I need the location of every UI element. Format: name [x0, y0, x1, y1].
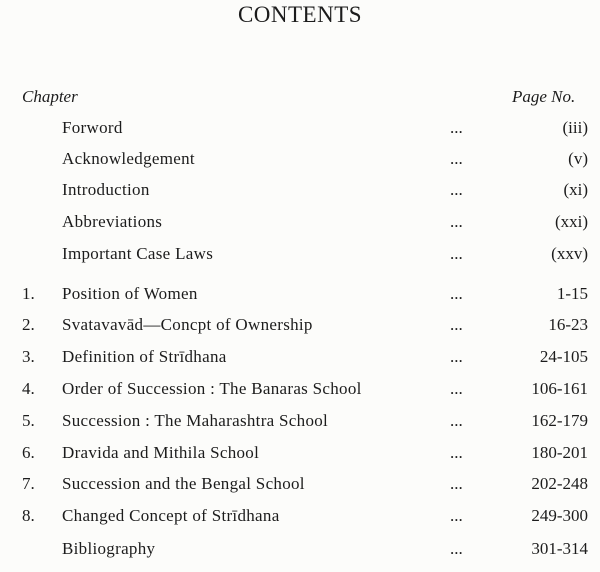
page-range: (xxv): [551, 244, 588, 263]
page-range: (v): [568, 149, 588, 168]
page-range: 162-179: [531, 411, 588, 430]
page-range: 249-300: [531, 506, 588, 525]
toc-entry: [0, 244, 600, 268]
leader-dots: ...: [450, 315, 463, 334]
leader-dots: ...: [450, 212, 463, 231]
page-range: 301-314: [531, 539, 588, 558]
chapter-number: 8.: [22, 506, 35, 525]
chapter-title: Changed Concept of Strīdhana: [62, 506, 280, 525]
chapter-title: Important Case Laws: [62, 244, 214, 263]
toc-entry: [0, 180, 600, 204]
leader-dots: ...: [450, 379, 463, 398]
page-range: 180-201: [531, 443, 588, 462]
chapter-title: Svatavavād—Concpt of Ownership: [62, 315, 313, 334]
chapter-title: Introduction: [62, 180, 150, 199]
chapter-number: 6.: [22, 443, 35, 462]
page-title: CONTENTS: [237, 2, 363, 27]
leader-dots: ...: [450, 284, 463, 303]
page-range: (xxi): [554, 212, 588, 231]
toc-entry: [0, 411, 600, 435]
leader-dots: ...: [450, 244, 463, 263]
toc-entry: [0, 379, 600, 403]
leader-dots: ...: [450, 347, 463, 366]
chapter-number: 3.: [22, 347, 35, 366]
leader-dots: ...: [450, 539, 463, 558]
leader-dots: ...: [450, 180, 463, 199]
leader-dots: ...: [450, 118, 463, 137]
page-range: (iii): [562, 118, 588, 137]
toc-entry: [0, 539, 600, 563]
page-range: 1-15: [556, 284, 588, 303]
toc-entry: [0, 347, 600, 371]
toc-entry: [0, 315, 600, 339]
page-range: 16-23: [548, 315, 588, 334]
toc-entry: [0, 474, 600, 498]
toc-entry: [0, 149, 600, 173]
toc-entry: [0, 284, 600, 308]
chapter-title: Position of Women: [62, 284, 198, 303]
leader-dots: ...: [450, 411, 463, 430]
leader-dots: ...: [450, 474, 463, 493]
toc-entry: [0, 212, 600, 236]
chapter-title: Acknowledgement: [62, 149, 195, 168]
page-range: 24-105: [539, 347, 588, 366]
chapter-title: Definition of Strīdhana: [62, 347, 227, 366]
chapter-title: Bibliography: [62, 539, 156, 558]
toc-entry: [0, 118, 600, 142]
toc-entry: [0, 506, 600, 530]
chapter-number: 5.: [22, 411, 35, 430]
page-range: 202-248: [531, 474, 588, 493]
chapter-title: Dravida and Mithila School: [62, 443, 260, 462]
chapter-number: 4.: [22, 379, 35, 398]
page-no-header: Page No.: [512, 87, 576, 106]
chapter-title: Succession and the Bengal School: [62, 474, 305, 493]
page-range: (xi): [563, 180, 588, 199]
page-range: 106-161: [531, 379, 588, 398]
leader-dots: ...: [450, 149, 463, 168]
leader-dots: ...: [450, 443, 463, 462]
chapter-header: Chapter: [22, 87, 78, 106]
chapter-number: 1.: [22, 284, 35, 303]
chapter-title: Abbreviations: [62, 212, 163, 231]
chapter-title: Forword: [62, 118, 123, 137]
chapter-number: 2.: [22, 315, 35, 334]
leader-dots: ...: [450, 506, 463, 525]
chapter-number: 7.: [22, 474, 35, 493]
chapter-title: Succession : The Maharashtra School: [62, 411, 329, 430]
chapter-title: Order of Succession : The Banaras School: [62, 379, 362, 398]
toc-entry: [0, 443, 600, 467]
